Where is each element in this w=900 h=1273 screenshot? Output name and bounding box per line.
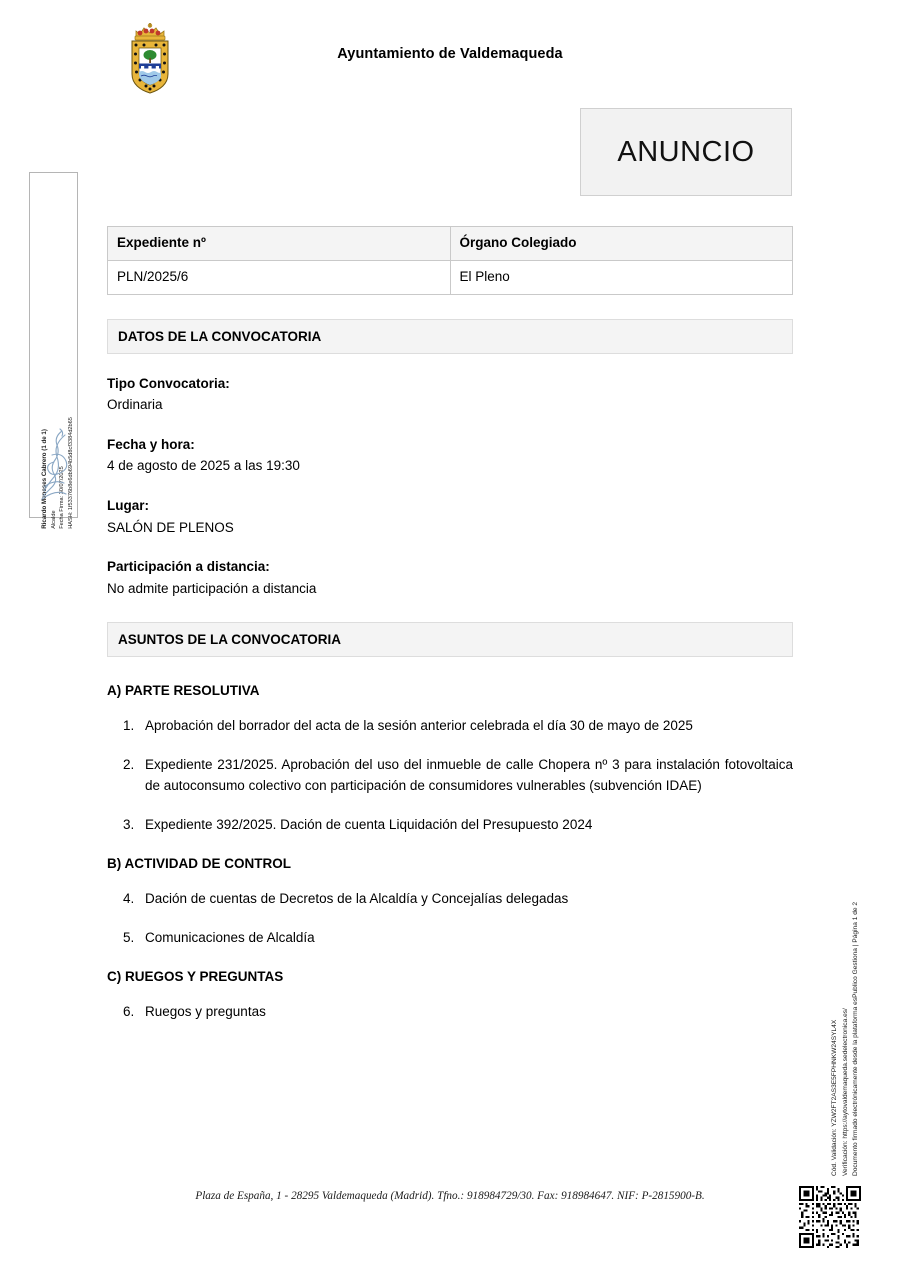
agenda-list-b xyxy=(107,889,793,949)
field-lugar xyxy=(107,496,793,537)
validation-sidebar xyxy=(826,901,860,1177)
table-header-expediente: Expediente nº xyxy=(108,227,451,261)
field-participacion-distancia xyxy=(107,557,793,598)
table-header-organo: Órgano Colegiado xyxy=(450,227,793,261)
list-item-text: Aprobación del borrador del acta de la sesión anterior celebrada el día 30 de mayo de 2025 xyxy=(145,718,693,734)
list-item xyxy=(107,716,793,737)
field-label: Lugar: xyxy=(107,498,149,513)
field-label: Tipo Convocatoria: xyxy=(107,375,230,391)
anuncio-box xyxy=(580,108,792,196)
field-value: Ordinaria xyxy=(107,397,163,413)
section-heading-a: A) PARTE RESOLUTIVA xyxy=(107,683,260,699)
field-fecha-hora xyxy=(107,435,793,476)
list-item xyxy=(107,1002,793,1023)
list-item xyxy=(107,815,793,836)
signature-date: Fecha Firma: 30/07/2025 xyxy=(59,466,66,529)
field-value: SALÓN DE PLENOS xyxy=(107,519,234,535)
list-item-number: 6. xyxy=(123,1003,135,1019)
section-heading-c: C) RUEGOS Y PREGUNTAS xyxy=(107,968,284,984)
list-item-number: 1. xyxy=(123,718,135,734)
signer-role: Alcalde xyxy=(50,510,57,529)
list-item-number: 3. xyxy=(123,817,135,833)
list-item-text: Dación de cuentas de Decretos de la Alcaldía y Concejalías delegadas xyxy=(145,890,569,906)
footer-address: Plaza de España, 1 - 28295 Valdemaqueda (Madrid). Tfno.: 918984729/30. Fax: 918984647. NIF: P-2815900-B. xyxy=(195,1190,705,1202)
signer-name: Ricardo Meneses Cabrero (1 de 1) xyxy=(41,429,49,529)
list-item-number: 4. xyxy=(123,890,135,906)
asuntos-band-heading: ASUNTOS DE LA CONVOCATORIA xyxy=(107,622,793,657)
document-header xyxy=(0,0,900,105)
field-label: Participación a distancia: xyxy=(107,559,270,575)
page-title: Ayuntamiento de Valdemaqueda xyxy=(337,46,563,62)
field-value: No admite participación a distancia xyxy=(107,580,317,596)
signature-sidebar xyxy=(29,172,78,529)
table-cell-organo: El Pleno xyxy=(450,260,793,294)
table-cell-expediente: PLN/2025/6 xyxy=(108,260,451,294)
agenda-list-a xyxy=(107,716,793,836)
table-header-row xyxy=(108,227,793,261)
field-label: Fecha y hora: xyxy=(107,436,195,452)
signature-hash: HASH: 1f53376b8e6db694b5d8cf3384d2b65 xyxy=(68,417,75,529)
list-item-text: Expediente 392/2025. Dación de cuenta Liquidación del Presupuesto 2024 xyxy=(145,817,593,833)
list-item xyxy=(107,755,793,797)
agenda-list-c xyxy=(107,1002,793,1023)
document-body xyxy=(107,226,793,1023)
validation-sidebar-text xyxy=(830,901,862,1177)
list-item-number: 2. xyxy=(123,757,135,773)
table-row xyxy=(108,260,793,294)
section-heading-b: B) ACTIVIDAD DE CONTROL xyxy=(107,855,291,871)
validation-platform-note: Documento firmado electrónicamente desde la plataforma esPublico Gestiona | Página 1 de 2 xyxy=(852,901,860,1177)
list-item-text: Comunicaciones de Alcaldía xyxy=(145,929,315,945)
validation-code: Cód. Validación: YZW2FT2AS3E5FPHNKW24SYL4X xyxy=(830,1019,838,1177)
handwritten-signature-icon xyxy=(34,427,76,513)
validation-url: Verificación: https://aytovaldemaqueda.sedelectronica.es/ xyxy=(841,1008,849,1177)
list-item xyxy=(107,928,793,949)
expediente-table xyxy=(107,226,793,295)
list-item-number: 5. xyxy=(123,929,135,945)
datos-band-heading: DATOS DE LA CONVOCATORIA xyxy=(107,319,793,354)
list-item-text: Ruegos y preguntas xyxy=(145,1003,266,1019)
field-tipo-convocatoria xyxy=(107,374,793,415)
anuncio-label: ANUNCIO xyxy=(617,135,755,168)
list-item-text: Expediente 231/2025. Aprobación del uso del inmueble de calle Chopera nº 3 para instalación fotovoltaica de autoconsumo colectivo con participación de consumidores vulnerables (subvención IDAE) xyxy=(145,757,793,794)
field-value: 4 de agosto de 2025 a las 19:30 xyxy=(107,458,300,474)
list-item xyxy=(107,889,793,910)
